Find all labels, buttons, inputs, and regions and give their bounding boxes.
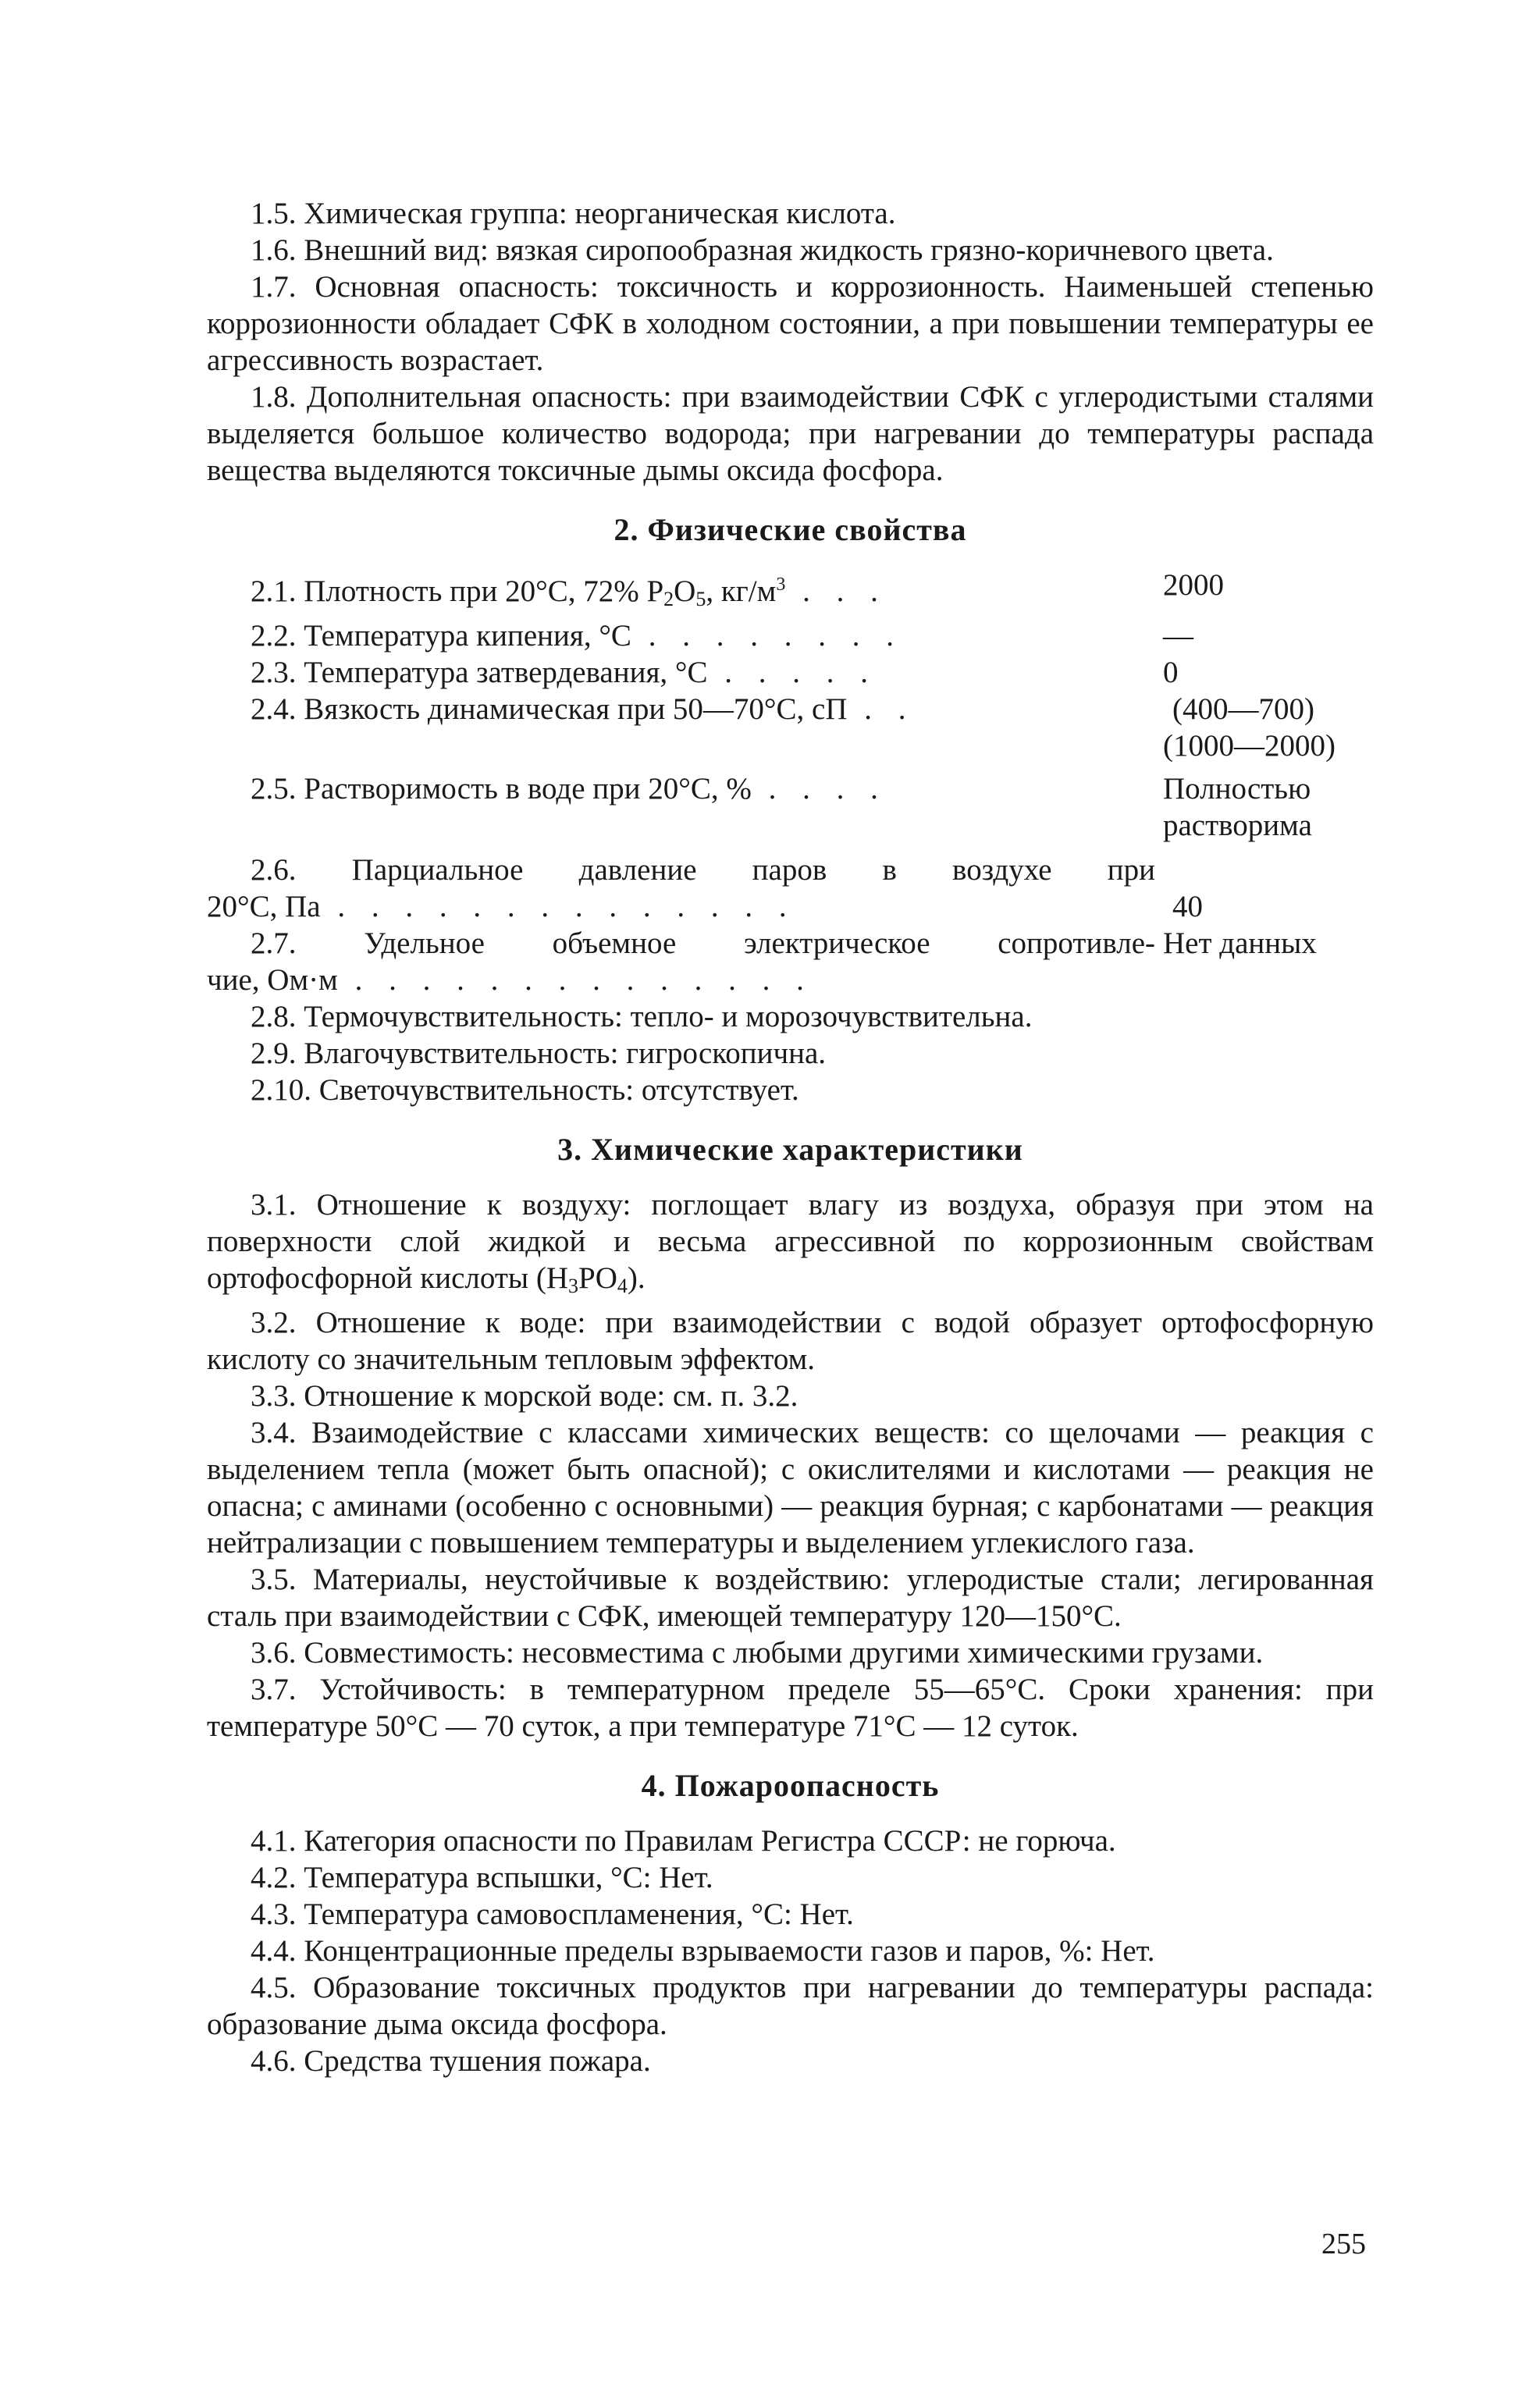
property-value: 0 <box>1163 656 1179 689</box>
item-3-1: 3.1. Отношение к воздуху: поглощает влагу из воздуха, образуя при этом на поверхности слой жидкой и весьма агрессивной по коррозионным свойствам ортофосфорной кислоты $(H_3PO_4)$. <box>207 1188 1374 1297</box>
value-line: (400—700) <box>1172 692 1314 726</box>
property-row-2-1 <box>207 567 1374 617</box>
property-value <box>1155 852 1374 925</box>
item-3-3: 3.3. Отношение к морской воде: см. п. 3.2. <box>251 1379 798 1413</box>
item-4-6: 4.6. Средства тушения пожара. <box>251 2044 651 2078</box>
item-3-7: 3.7. Устойчивость: в температурном пределе 55—65°С. Сроки хранения: при температуре 50°С — 70 суток, а при температуре 71°С — 12 суток. <box>207 1673 1374 1743</box>
property-row-2-7 <box>207 925 1374 998</box>
item-1-5: 1.5. Химическая группа: неорганическая кислота. <box>251 197 896 230</box>
property-value: 2000 <box>1163 568 1224 602</box>
value-line: 40 <box>1172 890 1203 923</box>
property-label <box>207 925 1155 998</box>
item-4-4: 4.4. Концентрационные пределы взрываемости газов и паров, %: Нет. <box>251 1934 1155 1968</box>
property-value: — <box>1163 619 1193 653</box>
page-body <box>207 195 1374 2079</box>
page-number: 255 <box>1321 2228 1366 2260</box>
item-4-3: 4.3. Температура самовоспламенения, °С: Нет. <box>251 1897 854 1931</box>
property-value <box>1155 691 1374 764</box>
item-1-7: 1.7. Основная опасность: токсичность и коррозионность. Наименьшей степенью коррозионности обладает СФК в холодном состоянии, а при повышении температуры ее агрессивность возрастает. <box>207 270 1374 377</box>
property-label: 2.1. Плотность при 20°С, 72% $P_2O_5$, $кг/м^3$ . . . <box>251 574 887 610</box>
property-label: 2.4. Вязкость динамическая при 50—70°С, сП . . <box>251 692 916 726</box>
item-4-5: 4.5. Образование токсичных продуктов при нагревании до температуры распада: образование дыма оксида фосфора. <box>207 1971 1374 2041</box>
property-row-2-4 <box>207 691 1374 764</box>
property-label: 2.5. Растворимость в воде при 20°С, % . . . . <box>251 772 887 806</box>
item-4-2: 4.2. Температура вспышки, °С: Нет. <box>251 1861 713 1894</box>
item-3-4: 3.4. Взаимодействие с классами химических веществ: со щелочами — реакция с выделением тепла (может быть опасной); с окислителями и кислотами — реакция не опасна; с аминами (особенно с основными) — реакция бурная; с карбонатами — реакция нейтрализации с повышением температуры и выделением углекислого газа. <box>207 1416 1374 1559</box>
value-line: Полностью <box>1163 772 1311 806</box>
property-value: Нет данных <box>1163 926 1317 960</box>
section-4-title: 4. Пожароопасность <box>641 1768 940 1803</box>
label-line: 2.7. Удельное объемное электрическое сопротивле- <box>251 926 1155 960</box>
property-row-2-2 <box>207 617 1374 654</box>
property-label: 2.2. Температура кипения, °С . . . . . . . . <box>251 619 903 653</box>
property-label: 2.3. Температура затвердевания, °С . . . . . <box>251 656 878 689</box>
property-label <box>207 852 1155 925</box>
item-2-9: 2.9. Влагочувствительность: гигроскопична. <box>251 1037 827 1070</box>
item-1-6: 1.6. Внешний вид: вязкая сиропообразная жидкость грязно-коричневого цвета. <box>251 233 1274 267</box>
item-3-6: 3.6. Совместимость: несовместима с любыми другими химическими грузами. <box>251 1636 1264 1670</box>
property-value <box>1155 770 1374 844</box>
item-1-8: 1.8. Дополнительная опасность: при взаимодействии СФК с углеродистыми сталями выделяется большое количество водорода; при нагревании до температуры распада вещества выделяются токсичные дымы оксида фосфора. <box>207 380 1374 487</box>
value-line: растворима <box>1163 809 1312 842</box>
item-3-2: 3.2. Отношение к воде: при взаимодействии с водой образует ортофосфорную кислоту со значительным тепловым эффектом. <box>207 1306 1374 1376</box>
value-line: (1000—2000) <box>1163 729 1335 763</box>
property-row-2-6 <box>207 852 1374 925</box>
property-row-2-5 <box>207 770 1374 844</box>
item-2-8: 2.8. Термочувствительность: тепло- и морозочувствительна. <box>251 1000 1033 1033</box>
item-3-5: 3.5. Материалы, неустойчивые к воздействию: углеродистые стали; легированная сталь при взаимодействии с СФК, имеющей температуру 120—150°С. <box>207 1563 1374 1633</box>
section-3-title: 3. Химические характеристики <box>557 1132 1023 1167</box>
item-4-1: 4.1. Категория опасности по Правилам Регистра СССР: не горюча. <box>251 1824 1116 1858</box>
label-line: 2.6. Парциальное давление паров в воздухе при <box>251 853 1155 887</box>
item-2-10: 2.10. Светочувствительность: отсутствует. <box>251 1073 799 1107</box>
label-line: чие, Ом·м . . . . . . . . . . . . . . <box>207 963 813 997</box>
section-2-title: 2. Физические свойства <box>614 512 967 547</box>
property-row-2-3 <box>207 654 1374 691</box>
label-line: 20°С, Па . . . . . . . . . . . . . . <box>207 890 796 923</box>
